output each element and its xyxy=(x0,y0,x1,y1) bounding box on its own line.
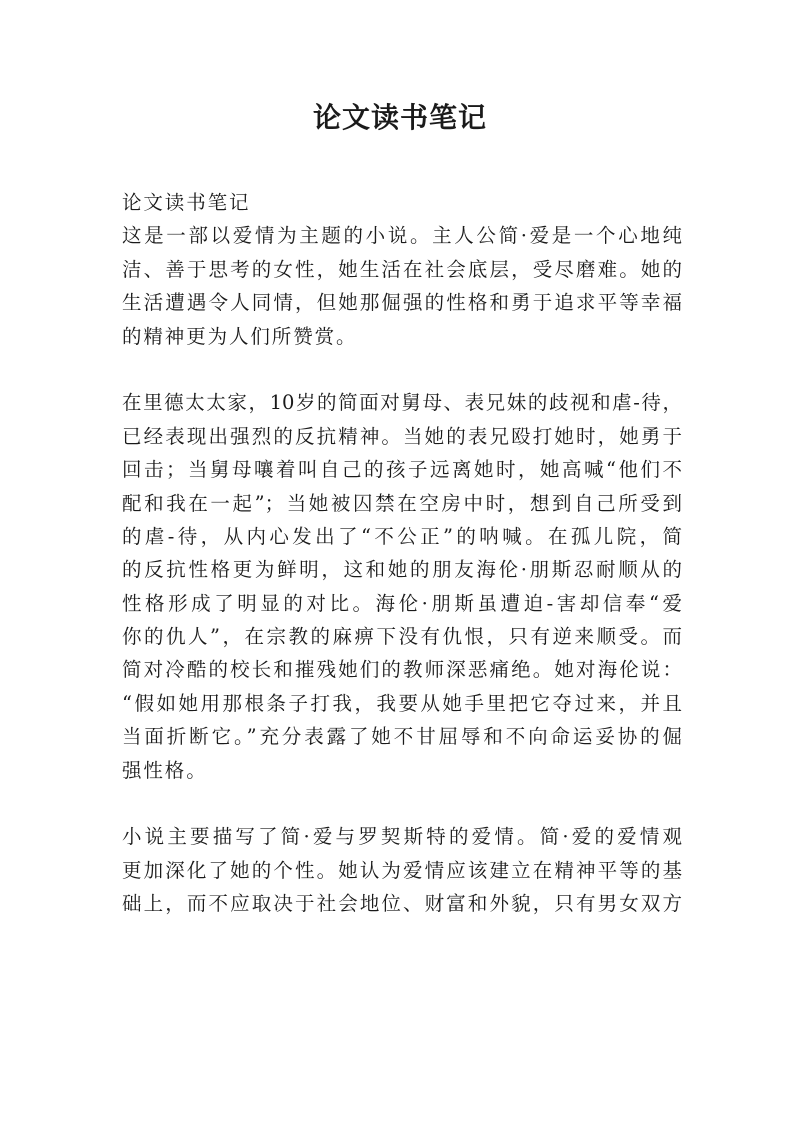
text-line: 更加深化了她的个性。她认为爱情应该建立在精神平等的基 xyxy=(122,858,682,882)
text-line: 性格形成了明显的对比。海伦·朋斯虽遭迫-害却信奉“爱 xyxy=(122,591,682,615)
text-line: 简对冷酷的校长和摧残她们的教师深恶痛绝。她对海伦说： xyxy=(122,658,682,682)
text-line: 的虐-待，从内心发出了“不公正”的呐喊。在孤儿院，简 xyxy=(122,524,682,548)
text-line: 在里德太太家，10岁的简面对舅母、表兄妹的歧视和虐-待， xyxy=(122,391,682,415)
text-line: 洁、善于思考的女性，她生活在社会底层，受尽磨难。她的 xyxy=(122,257,682,281)
paragraph xyxy=(122,386,682,787)
text-line: “假如她用那根条子打我，我要从她手里把它夺过来，并且 xyxy=(122,691,682,715)
paragraph-spacer xyxy=(122,787,682,820)
paragraph xyxy=(122,219,682,353)
text-line: 强性格。 xyxy=(122,758,208,782)
document-title: 论文读书笔记 xyxy=(312,101,487,134)
text-line: 这是一部以爱情为主题的小说。主人公简·爱是一个心地纯 xyxy=(122,224,682,248)
text-line: 回击；当舅母嚷着叫自己的孩子远离她时，她高喊“他们不 xyxy=(122,458,682,482)
text-line: 当面折断它。”充分表露了她不甘屈辱和不向命运妥协的倔 xyxy=(122,725,682,749)
text-line: 已经表现出强烈的反抗精神。当她的表兄殴打她时，她勇于 xyxy=(122,424,682,448)
text-line: 你的仇人”，在宗教的麻痹下没有仇恨，只有逆来顺受。而 xyxy=(122,625,682,649)
document-body xyxy=(122,186,682,921)
section-heading: 论文读书笔记 xyxy=(122,191,251,214)
text-line: 的反抗性格更为鲜明，这和她的朋友海伦·朋斯忍耐顺从的 xyxy=(122,558,682,582)
paragraph xyxy=(122,820,682,920)
text-line: 小说主要描写了简·爱与罗契斯特的爱情。简·爱的爱情观 xyxy=(122,825,682,849)
text-line: 配和我在一起”；当她被囚禁在空房中时，想到自己所受到 xyxy=(122,491,682,515)
text-line: 的精神更为人们所赞赏。 xyxy=(122,324,358,348)
paragraph-spacer xyxy=(122,353,682,386)
text-line: 生活遭遇令人同情，但她那倔强的性格和勇于追求平等幸福 xyxy=(122,291,682,315)
text-line: 础上，而不应取决于社会地位、财富和外貌，只有男女双方 xyxy=(122,892,682,916)
